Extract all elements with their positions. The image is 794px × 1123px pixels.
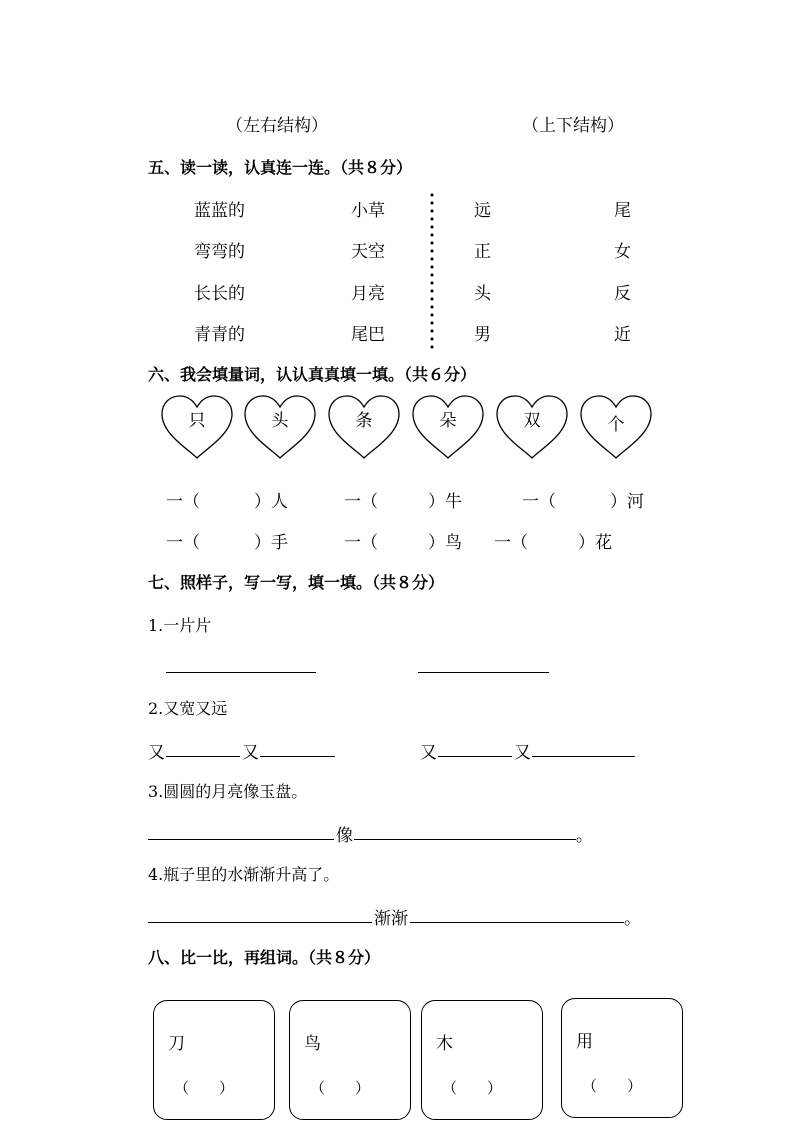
fill-blank-post: ）手	[254, 533, 288, 553]
heart-measure-word	[243, 394, 317, 460]
match-opposite-item: 近	[614, 325, 631, 345]
match-noun-item: 小草	[351, 201, 385, 221]
char-box-paren[interactable]: （ ）	[582, 1077, 643, 1095]
match-noun-item: 尾巴	[351, 325, 385, 345]
you-char: 又	[148, 743, 165, 763]
answer-line[interactable]	[148, 839, 334, 840]
char-box-paren[interactable]: （ ）	[174, 1079, 235, 1097]
match-noun-item: 月亮	[351, 284, 385, 304]
answer-line[interactable]	[260, 756, 335, 757]
match-left-item: 青青的	[194, 325, 245, 345]
fill-blank-pre: 一（	[522, 492, 556, 512]
match-noun-item: 天空	[351, 242, 385, 262]
xiang-char: 像	[336, 826, 353, 846]
fill-blank-post: ）河	[610, 492, 644, 512]
match-opposite-item: 尾	[614, 201, 631, 221]
char-box-paren[interactable]: （ ）	[442, 1079, 503, 1097]
section-5-title: 五、读一读，认真连一连。（共８分）	[148, 158, 413, 177]
heart-measure-word	[411, 394, 485, 460]
dotted-divider	[430, 191, 434, 351]
question-2: 2.又宽又远	[148, 699, 228, 718]
heart-measure-word	[327, 394, 401, 460]
jianjian-word: 渐渐	[374, 909, 408, 929]
heart-measure-word	[579, 394, 653, 460]
section-6-title: 六、我会填量词，认认真真填一填。（共６分）	[148, 365, 477, 384]
answer-line[interactable]	[354, 839, 576, 840]
fill-blank-pre: 一（	[344, 533, 378, 553]
you-char: 又	[242, 743, 259, 763]
char-box	[421, 1000, 543, 1120]
fill-blank-pre: 一（	[344, 492, 378, 512]
question-1: 1.一片片	[148, 616, 212, 635]
match-left-item: 蓝蓝的	[194, 201, 245, 221]
match-opposite-item: 女	[614, 242, 631, 262]
match-left-item: 长长的	[194, 284, 245, 304]
fill-blank-pre: 一（	[494, 533, 528, 553]
heart-label: 个	[607, 415, 625, 435]
question-4: 4.瓶子里的水渐渐升高了。	[148, 865, 340, 884]
char-box	[289, 1000, 411, 1120]
char-box-char: 鸟	[304, 1034, 321, 1054]
fill-blank-pre: 一（	[166, 492, 200, 512]
fill-blank-post: ）花	[578, 533, 612, 553]
answer-line[interactable]	[532, 756, 635, 757]
char-box-char: 用	[576, 1032, 593, 1052]
section-7-title: 七、照样子，写一写，填一填。（共８分）	[148, 573, 445, 592]
question-3: 3.圆圆的月亮像玉盘。	[148, 782, 308, 801]
section-8-title: 八、比一比，再组词。（共８分）	[148, 948, 381, 967]
char-box	[153, 1000, 275, 1120]
period-mark: 。	[576, 826, 593, 846]
heart-label: 双	[523, 411, 541, 431]
match-word-item: 远	[474, 201, 491, 221]
fill-blank-post: ）鸟	[428, 533, 462, 553]
answer-line[interactable]	[438, 756, 512, 757]
char-box-char: 木	[436, 1034, 453, 1054]
match-word-item: 男	[474, 325, 491, 345]
answer-line[interactable]	[418, 672, 549, 673]
structure-label-top-bottom: （上下结构）	[522, 116, 624, 136]
char-box-paren[interactable]: （ ）	[310, 1079, 371, 1097]
fill-blank-pre: 一（	[166, 533, 200, 553]
period-mark: 。	[624, 909, 641, 929]
you-char: 又	[514, 743, 531, 763]
char-box-char: 刀	[168, 1034, 185, 1054]
match-word-item: 正	[474, 242, 491, 262]
heart-measure-word	[160, 394, 234, 460]
heart-label: 只	[188, 411, 206, 431]
answer-line[interactable]	[166, 756, 240, 757]
you-char: 又	[420, 743, 437, 763]
char-box	[561, 998, 683, 1118]
heart-label: 头	[271, 411, 289, 431]
fill-blank-post: ）牛	[428, 492, 462, 512]
answer-line[interactable]	[148, 922, 372, 923]
match-word-item: 头	[474, 284, 491, 304]
answer-line[interactable]	[410, 922, 624, 923]
heart-measure-word	[495, 394, 569, 460]
heart-label: 条	[355, 411, 373, 431]
answer-line[interactable]	[166, 672, 316, 673]
match-left-item: 弯弯的	[194, 242, 245, 262]
heart-label: 朵	[439, 411, 457, 431]
fill-blank-post: ）人	[254, 492, 288, 512]
match-opposite-item: 反	[614, 284, 631, 304]
structure-label-left-right: （左右结构）	[226, 116, 328, 136]
